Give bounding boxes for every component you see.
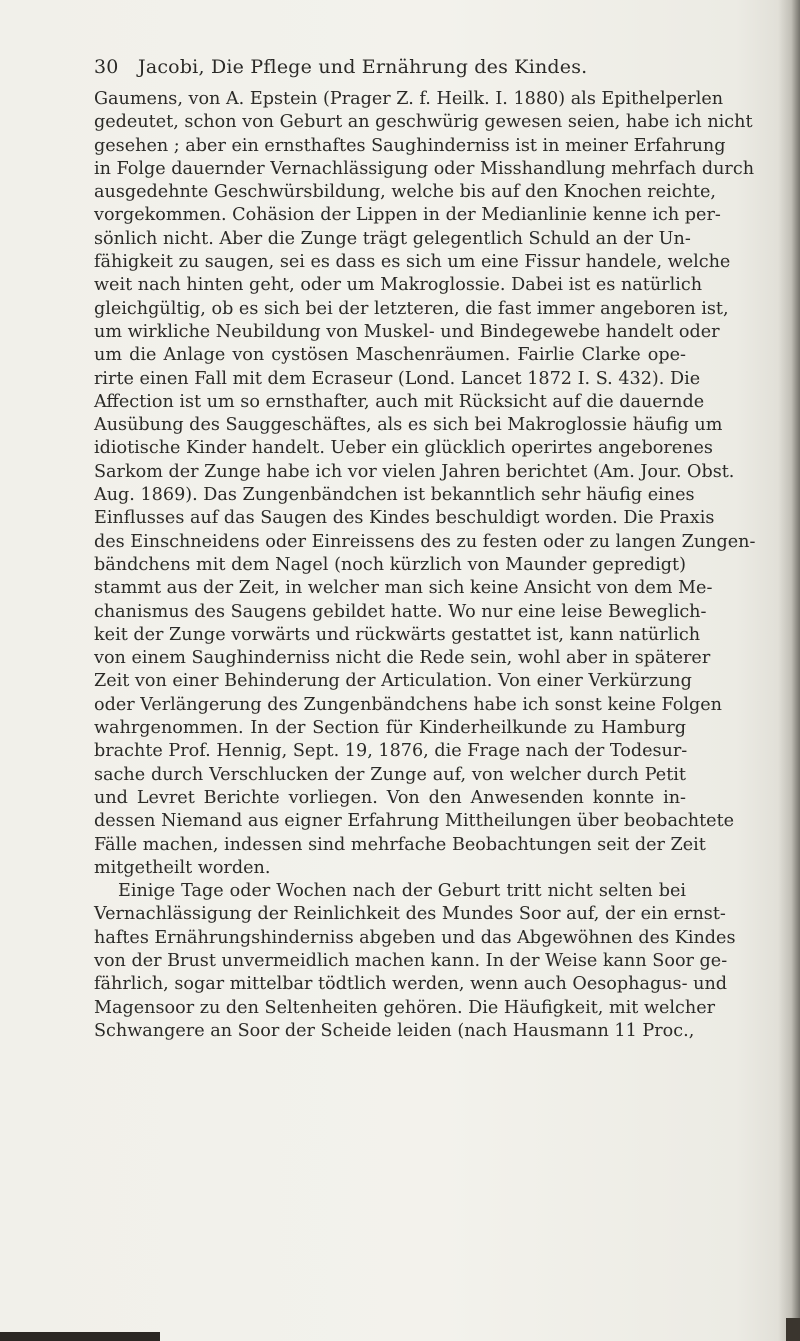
text-line: vorgekommen. Cohäsion der Lippen in der Medianlinie kenne ich per- bbox=[94, 205, 721, 226]
text-line: Einflusses auf das Saugen des Kindes beschuldigt worden. Die Praxis bbox=[94, 508, 715, 529]
text-line: ausgedehnte Geschwürsbildung, welche bis auf den Knochen reichte, bbox=[94, 182, 716, 203]
text-line: sache durch Verschlucken der Zunge auf, von welcher durch Petit bbox=[94, 764, 686, 785]
page-header bbox=[94, 56, 694, 84]
text-line: stammt aus der Zeit, in welcher man sich keine Ansicht von dem Me- bbox=[94, 578, 713, 599]
text-line: bändchens mit dem Nagel (noch kürzlich von Maunder gepredigt) bbox=[94, 554, 686, 575]
text-line: Zeit von einer Behinderung der Articulation. Von einer Verkürzung bbox=[94, 671, 692, 692]
text-line: weit nach hinten geht, oder um Makroglossie. Dabei ist es natürlich bbox=[94, 275, 703, 296]
text-line: Sarkom der Zunge habe ich vor vielen Jahren berichtet (Am. Jour. Obst. bbox=[94, 461, 735, 482]
running-title: Jacobi, Die Pflege und Ernährung des Kindes. bbox=[138, 56, 588, 78]
text-line: gleichgültig, ob es sich bei der letzteren, die fast immer angeboren ist, bbox=[94, 298, 729, 319]
text-line: Fälle machen, indessen sind mehrfache Beobachtungen seit der Zeit bbox=[94, 834, 706, 855]
text-line: chanismus des Saugens gebildet hatte. Wo nur eine leise Beweglich- bbox=[94, 601, 707, 622]
text-line: fähigkeit zu saugen, sei es dass es sich um eine Fissur handele, welche bbox=[94, 252, 731, 273]
page-edge-shadow bbox=[778, 0, 800, 1341]
text-line: in Folge dauernder Vernachlässigung oder Misshandlung mehrfach durch bbox=[94, 158, 755, 179]
text-line: Ausübung des Sauggeschäftes, als es sich bei Makroglossie häufig um bbox=[94, 415, 723, 436]
text-line: mitgetheilt worden. bbox=[94, 857, 271, 878]
text-line: keit der Zunge vorwärts und rückwärts gestattet ist, kann natürlich bbox=[94, 624, 701, 645]
text-line: fährlich, sogar mittelbar tödtlich werden, wenn auch Oesophagus- und bbox=[94, 974, 728, 995]
text-line: oder Verlängerung des Zungenbändchens habe ich sonst keine Folgen bbox=[94, 694, 722, 715]
text-line: von einem Saughinderniss nicht die Rede sein, wohl aber in späterer bbox=[94, 648, 711, 669]
text-line: wahrgenommen. In der Section für Kinderheilkunde zu Hamburg bbox=[94, 718, 686, 739]
text-line: dessen Niemand aus eigner Erfahrung Mittheilungen über beobachtete bbox=[94, 811, 735, 832]
text-line: Magensoor zu den Seltenheiten gehören. Die Häufigkeit, mit welcher bbox=[94, 997, 716, 1018]
text-line: um die Anlage von cystösen Maschenräumen. Fairlie Clarke ope- bbox=[94, 345, 686, 366]
text-line: Gaumens, von A. Epstein (Prager Z. f. Heilk. I. 1880) als Epithelperlen bbox=[94, 89, 724, 109]
text-line: idiotische Kinder handelt. Ueber ein glücklich operirtes angeborenes bbox=[94, 438, 713, 459]
text-line: Aug. 1869). Das Zungenbändchen ist bekanntlich sehr häufig eines bbox=[94, 485, 695, 506]
scan-edge-bar bbox=[0, 1332, 160, 1341]
text-line: gedeutet, schon von Geburt an geschwürig gewesen seien, habe ich nicht bbox=[94, 112, 753, 133]
page-number: 30 bbox=[94, 56, 119, 78]
text-line: und Levret Berichte vorliegen. Von den Anwesenden konnte in- bbox=[94, 787, 686, 808]
text-line: um wirkliche Neubildung von Muskel- und Bindegewebe handelt oder bbox=[94, 321, 720, 342]
text-line: Vernachlässigung der Reinlichkeit des Mundes Soor auf, der ein ernst- bbox=[94, 904, 726, 925]
text-line: Schwangere an Soor der Scheide leiden (nach Hausmann 11 Proc., bbox=[94, 1020, 695, 1041]
scan-corner-mark bbox=[786, 1318, 800, 1341]
text-line: des Einschneidens oder Einreissens des zu festen oder zu langen Zungen- bbox=[94, 531, 756, 552]
text-line: rirte einen Fall mit dem Ecraseur (Lond. Lancet 1872 I. S. 432). Die bbox=[94, 368, 701, 389]
text-line: Einige Tage oder Wochen nach der Geburt tritt nicht selten bei bbox=[118, 881, 686, 902]
text-line: gesehen ; aber ein ernsthaftes Saughinderniss ist in meiner Erfahrung bbox=[94, 135, 726, 156]
body-text bbox=[94, 88, 756, 1043]
text-line: brachte Prof. Hennig, Sept. 19, 1876, die Frage nach der Todesur- bbox=[94, 741, 688, 762]
text-line: von der Brust unvermeidlich machen kann. In der Weise kann Soor ge- bbox=[94, 950, 728, 971]
text-line: Affection ist um so ernsthafter, auch mit Rücksicht auf die dauernde bbox=[94, 391, 705, 412]
text-line: haftes Ernährungshinderniss abgeben und das Abgewöhnen des Kindes bbox=[94, 927, 736, 948]
text-line: sönlich nicht. Aber die Zunge trägt gelegentlich Schuld an der Un- bbox=[94, 228, 691, 249]
